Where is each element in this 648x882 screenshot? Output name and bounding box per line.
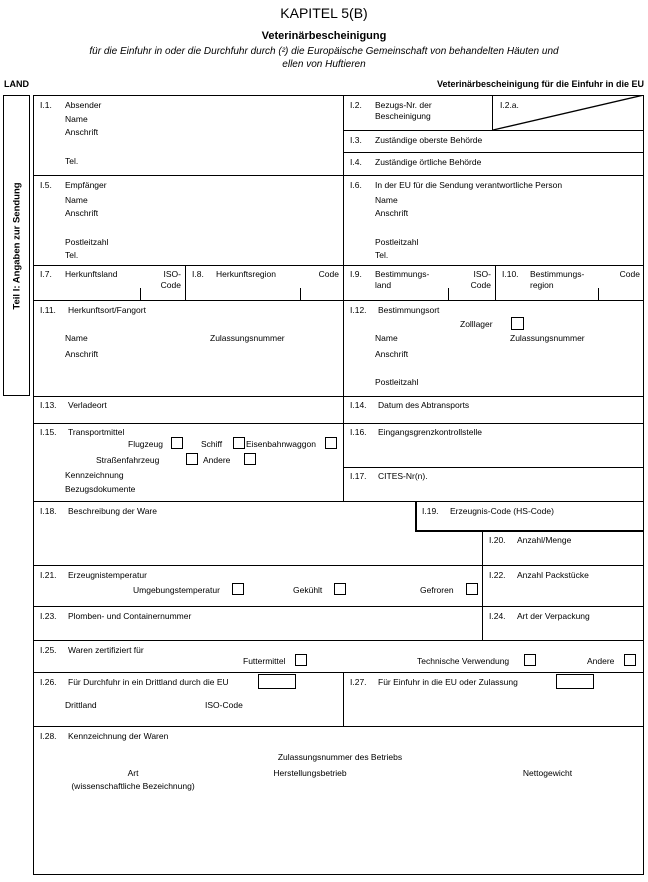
field-i4-label: Zuständige örtliche Behörde [375,157,482,167]
field-i8-number: I.8. [192,269,204,279]
field-i10-code-label [598,269,640,280]
code-column-tick [598,288,599,300]
field-i16-label: Eingangsgrenzkontrollstelle [378,427,482,437]
divider [185,265,186,300]
field-i28-species-column-label: Art [127,768,139,778]
schiff-option-label: Schiff [201,439,223,449]
field-i28-approval-label: Zulassungsnummer des Betriebs [277,752,403,762]
zolllager-checkbox[interactable] [511,317,524,330]
umgebungstemperatur-option-label: Umgebungstemperatur [133,585,220,595]
field-i21-number: I.21. [40,570,57,580]
code-column-tick [300,288,301,300]
andere-transport-checkbox[interactable] [244,453,256,465]
chapter-heading: KAPITEL 5(B) [280,5,368,21]
field-i7-iso-line1: ISO- [163,269,181,279]
field-i12-postal-label: Postleitzahl [375,377,419,387]
field-i28-weight-column-label: Nettogewicht [522,768,573,778]
field-i5-postal-label: Postleitzahl [65,237,109,247]
andere-zertifizierung-option-label: Andere [587,656,615,666]
field-i3-label: Zuständige oberste Behörde [375,135,483,145]
field-i17-number: I.17. [350,471,367,481]
field-i20-label: Anzahl/Menge [517,535,572,545]
field-i8-label: Herkunftsregion [216,269,277,279]
field-i6-tel-label: Tel. [375,250,389,260]
field-i12-name-label: Name [375,333,398,343]
field-i2a-number: I.2.a. [500,100,519,110]
field-i15-label: Transportmittel [68,427,125,437]
divider [343,467,644,468]
gefroren-option-label: Gefroren [420,585,454,595]
field-i20-number: I.20. [489,535,506,545]
land-label: LAND [4,79,29,89]
eisenbahnwaggon-option-label: Eisenbahnwaggon [246,439,316,449]
field-i12-approval-label: Zulassungsnummer [510,333,585,343]
field-i10-label-line2: region [530,280,554,290]
divider [482,530,483,640]
field-i11-approval-label: Zulassungsnummer [210,333,285,343]
field-i11-number: I.11. [40,305,56,315]
field-i2-label-line1: Bezugs-Nr. der [375,100,432,110]
field-i19-number: I.19. [422,506,439,516]
divider [343,95,344,501]
field-i16-number: I.16. [350,427,367,437]
field-i15-number: I.15. [40,427,57,437]
field-i10-code-text: Code [619,269,640,279]
certificate-purpose-label: Veterinärbescheinigung für die Einfuhr in die EU [436,79,644,89]
i27-import-entry-box[interactable] [556,674,594,689]
futtermittel-option-label: Futtermittel [243,656,286,666]
field-i12-number: I.12. [350,305,367,315]
field-i19-label: Erzeugnis-Code (HS-Code) [450,506,554,516]
field-i6-name-label: Name [375,195,398,205]
divider [33,175,644,176]
part-1-sidebar-label: Teil I: Angaben zur Sendung [11,181,22,310]
field-i8-code-text: Code [318,269,339,279]
field-i24-number: I.24. [489,611,506,621]
field-i24-label: Art der Verpackung [517,611,590,621]
technische-verwendung-checkbox[interactable] [524,654,536,666]
divider [33,565,644,566]
field-i28-label: Kennzeichnung der Waren [68,731,169,741]
field-i26-label: Für Durchfuhr in ein Drittland durch die EU [68,677,229,687]
strassenfahrzeug-option-label: Straßenfahrzeug [96,455,160,465]
field-i9-label-line2: land [375,280,392,290]
field-i26-number: I.26. [40,677,57,687]
field-i9-iso-line1: ISO- [473,269,491,279]
field-i8-code-label [300,269,339,280]
field-i5-tel-label: Tel. [65,250,79,260]
field-i9-iso-code-label [448,269,491,290]
field-i23-number: I.23. [40,611,57,621]
eisenbahnwaggon-checkbox[interactable] [325,437,337,449]
field-i28-number: I.28. [40,731,57,741]
divider [33,606,644,607]
field-i27-number: I.27. [350,677,367,687]
flugzeug-option-label: Flugzeug [128,439,163,449]
andere-zertifizierung-checkbox[interactable] [624,654,636,666]
divider [415,501,417,530]
field-i13-number: I.13. [40,400,57,410]
field-i5-address-label: Anschrift [65,208,99,218]
field-i17-label: CITES-Nr(n). [378,471,428,481]
field-i6-number: I.6. [350,180,362,190]
field-i14-label: Datum des Abtransports [378,400,470,410]
strassenfahrzeug-checkbox[interactable] [186,453,198,465]
field-i7-iso-code-label [140,269,181,290]
field-i3-number: I.3. [350,135,362,145]
divider [33,672,644,673]
divider [343,130,644,131]
field-i22-number: I.22. [489,570,506,580]
field-i1-label: Absender [65,100,102,110]
divider [33,396,644,397]
field-i12-label: Bestimmungsort [378,305,440,315]
field-i5-label: Empfänger [65,180,107,190]
field-i22-label: Anzahl Packstücke [517,570,589,580]
technische-verwendung-option-label: Technische Verwendung [417,656,510,666]
divider [33,501,644,502]
umgebungstemperatur-checkbox[interactable] [232,583,244,595]
field-i13-label: Verladeort [68,400,107,410]
divider [33,726,644,727]
field-i14-number: I.14. [350,400,367,410]
field-i6-address-label: Anschrift [375,208,409,218]
field-i11-name-label: Name [65,333,88,343]
divider [343,672,344,726]
field-i9-number: I.9. [350,269,362,279]
field-i1-name-label: Name [65,114,88,124]
field-i9-iso-line2: Code [470,279,491,290]
field-i25-number: I.25. [40,645,57,655]
divider [415,530,644,532]
field-i26-iso-label: ISO-Code [205,700,243,710]
schiff-checkbox[interactable] [233,437,245,449]
field-i18-number: I.18. [40,506,57,516]
field-i28-species-sub-label: (wissenschaftliche Bezeichnung) [71,781,195,791]
field-i28-plant-column-label: Herstellungsbetrieb [273,768,347,778]
divider [33,640,644,641]
field-i12-customs-label: Zolllager [460,319,493,329]
field-i11-address-label: Anschrift [65,349,99,359]
i26-transit-entry-box[interactable] [258,674,296,689]
field-i7-number: I.7. [40,269,52,279]
divider [495,265,496,300]
field-i7-label: Herkunftsland [65,269,118,279]
subtitle-line-2: ellen von Huftieren [282,59,366,70]
field-i5-name-label: Name [65,195,88,205]
gekuehlt-option-label: Gekühlt [293,585,323,595]
flugzeug-checkbox[interactable] [171,437,183,449]
futtermittel-checkbox[interactable] [295,654,307,666]
field-i23-label: Plomben- und Containernummer [68,611,192,621]
field-i27-label: Für Einfuhr in die EU oder Zulassung [378,677,518,687]
divider [33,265,644,266]
field-i25-label: Waren zertifiziert für [68,645,144,655]
field-i12-address-label: Anschrift [375,349,409,359]
field-i21-label: Erzeugnistemperatur [68,570,147,580]
field-i1-tel-label: Tel. [65,156,79,166]
gekuehlt-checkbox[interactable] [334,583,346,595]
field-i10-number: I.10. [502,269,519,279]
field-i10-label-line1: Bestimmungs- [530,269,585,279]
divider [33,423,644,424]
field-i5-number: I.5. [40,180,52,190]
field-i2-number: I.2. [350,100,362,110]
divider [33,300,644,301]
field-i7-iso-line2: Code [160,279,181,290]
page-title: Veterinärbescheinigung [261,30,387,42]
field-i6-label: In der EU für die Sendung verantwortliche Person [375,180,563,190]
field-i1-address-label: Anschrift [65,127,99,137]
field-i26-country-label: Drittland [65,700,97,710]
field-i9-label-line1: Bestimmungs- [375,269,430,279]
part-1-sidebar [3,95,30,396]
subtitle-line-1: für die Einfuhr in oder die Durchfuhr durch (²) die Europäische Gemeinschaft von behandelten Häuten und [89,46,559,57]
field-i6-postal-label: Postleitzahl [375,237,419,247]
divider [343,152,644,153]
field-i4-number: I.4. [350,157,362,167]
field-i11-label: Herkunftsort/Fangort [68,305,146,315]
field-i15-marking-label: Kennzeichnung [65,470,124,480]
field-i2-label-line2: Bescheinigung [375,111,431,121]
gefroren-checkbox[interactable] [466,583,478,595]
field-i18-label: Beschreibung der Ware [68,506,157,516]
field-i15-docs-label: Bezugsdokumente [65,484,136,494]
field-i1-number: I.1. [40,100,52,110]
andere-transport-option-label: Andere [203,455,231,465]
